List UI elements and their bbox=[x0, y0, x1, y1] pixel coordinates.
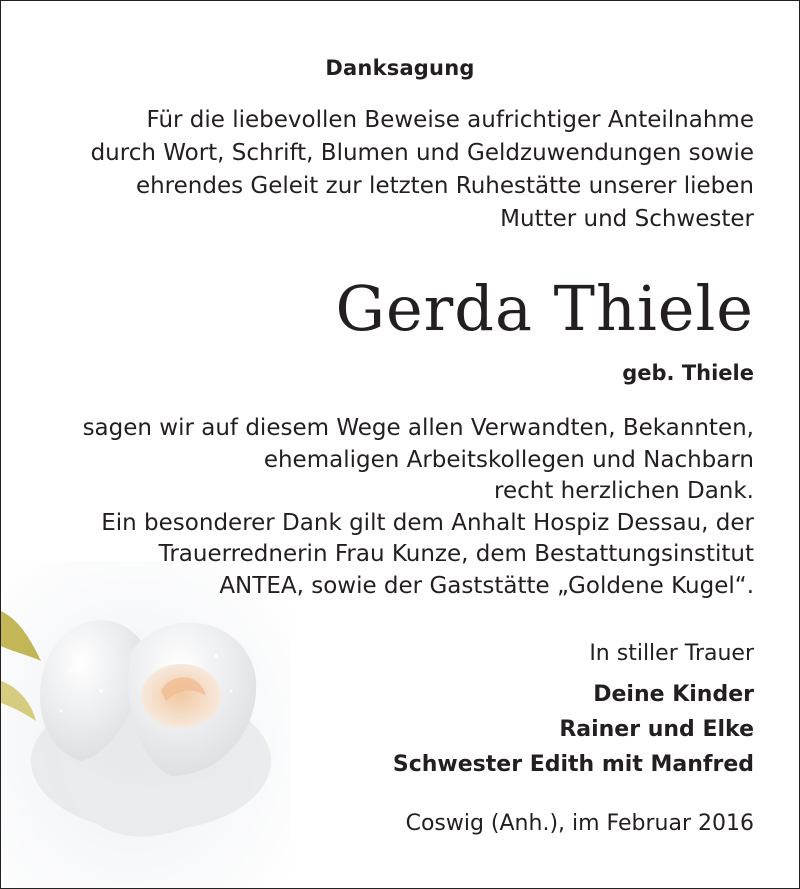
intro-line: Mutter und Schwester bbox=[500, 206, 754, 232]
notice-heading: Danksagung bbox=[325, 56, 475, 80]
signers-list bbox=[393, 677, 754, 782]
thanks-line: Ein besonderer Dank gilt dem Anhalt Hospiz Dessau, der bbox=[101, 509, 754, 536]
deceased-name: Gerda Thiele bbox=[335, 272, 754, 345]
signer: Deine Kinder bbox=[593, 682, 754, 707]
place-date: Coswig (Anh.), im Februar 2016 bbox=[405, 811, 754, 836]
intro-line: ehrendes Geleit zur letzten Ruhestätte unserer lieben bbox=[135, 173, 754, 199]
intro-line: Für die liebevollen Beweise aufrichtiger Anteilnahme bbox=[146, 107, 754, 133]
thanks-line: sagen wir auf diesem Wege allen Verwandten, Bekannten, bbox=[82, 415, 754, 441]
white-rose-image bbox=[1, 561, 291, 888]
intro-line: durch Wort, Schrift, Blumen und Geldzuwendungen sowie bbox=[90, 140, 754, 166]
signer: Schwester Edith mit Manfred bbox=[392, 752, 754, 777]
thanks-line: ehemaligen Arbeitskollegen und Nachbarn bbox=[263, 446, 754, 473]
thanks-line: ANTEA, sowie der Gaststätte „Goldene Kugel“. bbox=[219, 572, 754, 599]
thanks-line: Trauerrednerin Frau Kunze, dem Bestattungsinstitut bbox=[158, 541, 754, 567]
signer: Rainer und Elke bbox=[559, 717, 754, 742]
maiden-name: geb. Thiele bbox=[622, 361, 754, 385]
thanks-paragraph bbox=[34, 413, 754, 602]
intro-paragraph bbox=[34, 104, 754, 236]
thanks-line: recht herzlichen Dank. bbox=[494, 478, 754, 504]
mourning-line: In stiller Trauer bbox=[589, 641, 754, 666]
